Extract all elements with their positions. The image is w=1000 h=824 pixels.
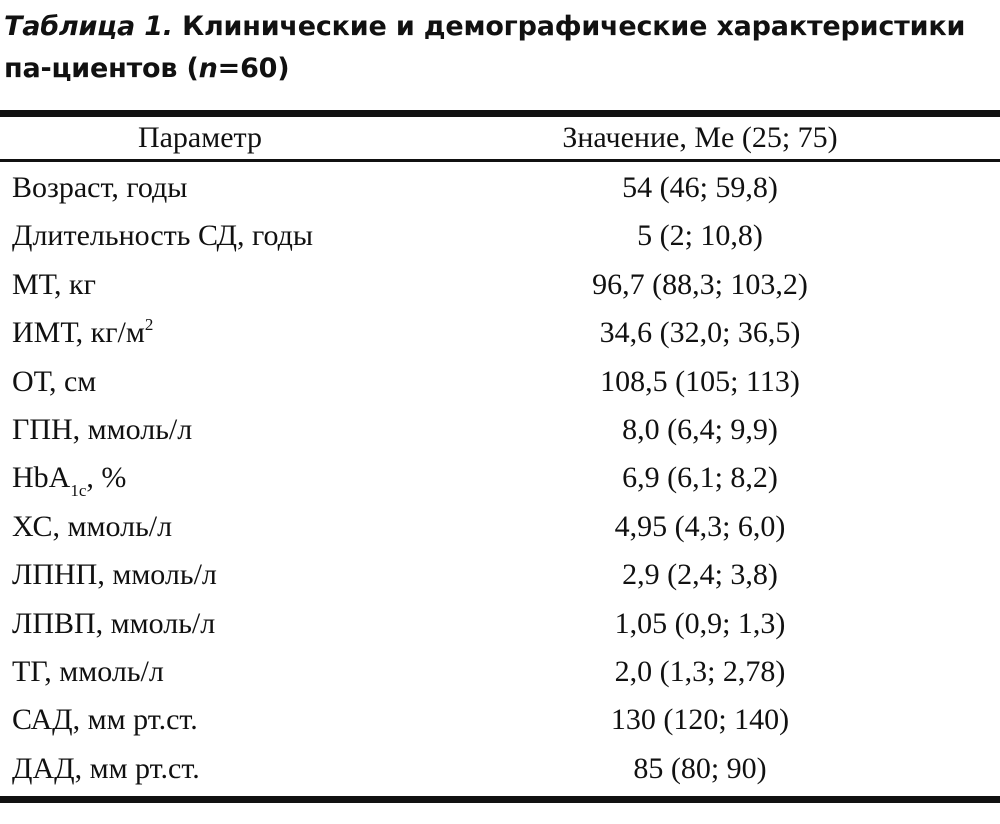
row-parameter-superscript: 2: [144, 315, 154, 335]
row-parameter: ОТ, см: [12, 364, 97, 398]
caption-n-variable: n: [198, 53, 218, 84]
row-value: 2,0 (1,3; 2,78): [614, 654, 786, 688]
caption-n-value: =60): [217, 53, 290, 84]
table-row: [0, 164, 1000, 212]
table-row: [0, 648, 1000, 696]
row-value: 130 (120; 140): [610, 703, 790, 737]
table-row: [0, 696, 1000, 744]
row-value: 1,05 (0,9; 1,3): [614, 606, 786, 640]
row-value: 5 (2; 10,8): [637, 219, 763, 253]
table-header-row: [0, 117, 1000, 159]
table-row: [0, 551, 1000, 599]
table-top-rule: [0, 110, 1000, 117]
header-parameter: Параметр: [137, 121, 263, 154]
caption-lead: Таблица 1.: [4, 11, 173, 42]
table-caption: [4, 6, 994, 90]
table-row: [0, 406, 1000, 454]
table-header-rule: [0, 159, 1000, 162]
table-row: [0, 358, 1000, 406]
row-parameter: ХС, ммоль/л: [12, 509, 173, 543]
table-row: [0, 261, 1000, 309]
row-parameter-text: ИМТ, кг/м: [12, 316, 145, 350]
table-body: [0, 164, 1000, 793]
row-parameter-text: HbA: [12, 461, 71, 495]
row-value: 34,6 (32,0; 36,5): [599, 316, 801, 350]
row-parameter: [12, 454, 126, 502]
row-parameter: МТ, кг: [12, 267, 96, 301]
row-parameter: САД, мм рт.ст.: [12, 703, 198, 737]
row-parameter: Длительность СД, годы: [12, 219, 314, 253]
row-value: 6,9 (6,1; 8,2): [622, 461, 778, 495]
table-row: [0, 309, 1000, 357]
row-value: 2,9 (2,4; 3,8): [622, 558, 778, 592]
row-parameter-subscript: 1c: [70, 481, 87, 501]
table-row: [0, 745, 1000, 793]
row-parameter: ДАД, мм рт.ст.: [12, 751, 200, 785]
header-value: Значение, Me (25; 75): [562, 121, 838, 154]
row-parameter: ТГ, ммоль/л: [12, 654, 164, 688]
row-value: 85 (80; 90): [633, 751, 767, 785]
row-parameter: [12, 309, 153, 357]
row-value: 54 (46; 59,8): [622, 171, 778, 204]
table-row: [0, 503, 1000, 551]
caption-text: Клинические и демографические характеристики па-циентов (: [4, 11, 966, 84]
row-parameter: ЛПНП, ммоль/л: [12, 558, 217, 592]
table-bottom-rule: [0, 796, 1000, 803]
row-parameter: Возраст, годы: [12, 171, 188, 204]
row-parameter-tail: , %: [86, 461, 127, 495]
row-parameter: ЛПВП, ммоль/л: [12, 606, 216, 640]
row-value: 96,7 (88,3; 103,2): [592, 267, 808, 301]
table-row: [0, 454, 1000, 502]
table-row: [0, 600, 1000, 648]
row-value: 108,5 (105; 113): [600, 364, 800, 398]
row-value: 4,95 (4,3; 6,0): [614, 509, 786, 543]
row-parameter: ГПН, ммоль/л: [12, 412, 193, 446]
row-value: 8,0 (6,4; 9,9): [622, 412, 778, 446]
table-row: [0, 212, 1000, 260]
